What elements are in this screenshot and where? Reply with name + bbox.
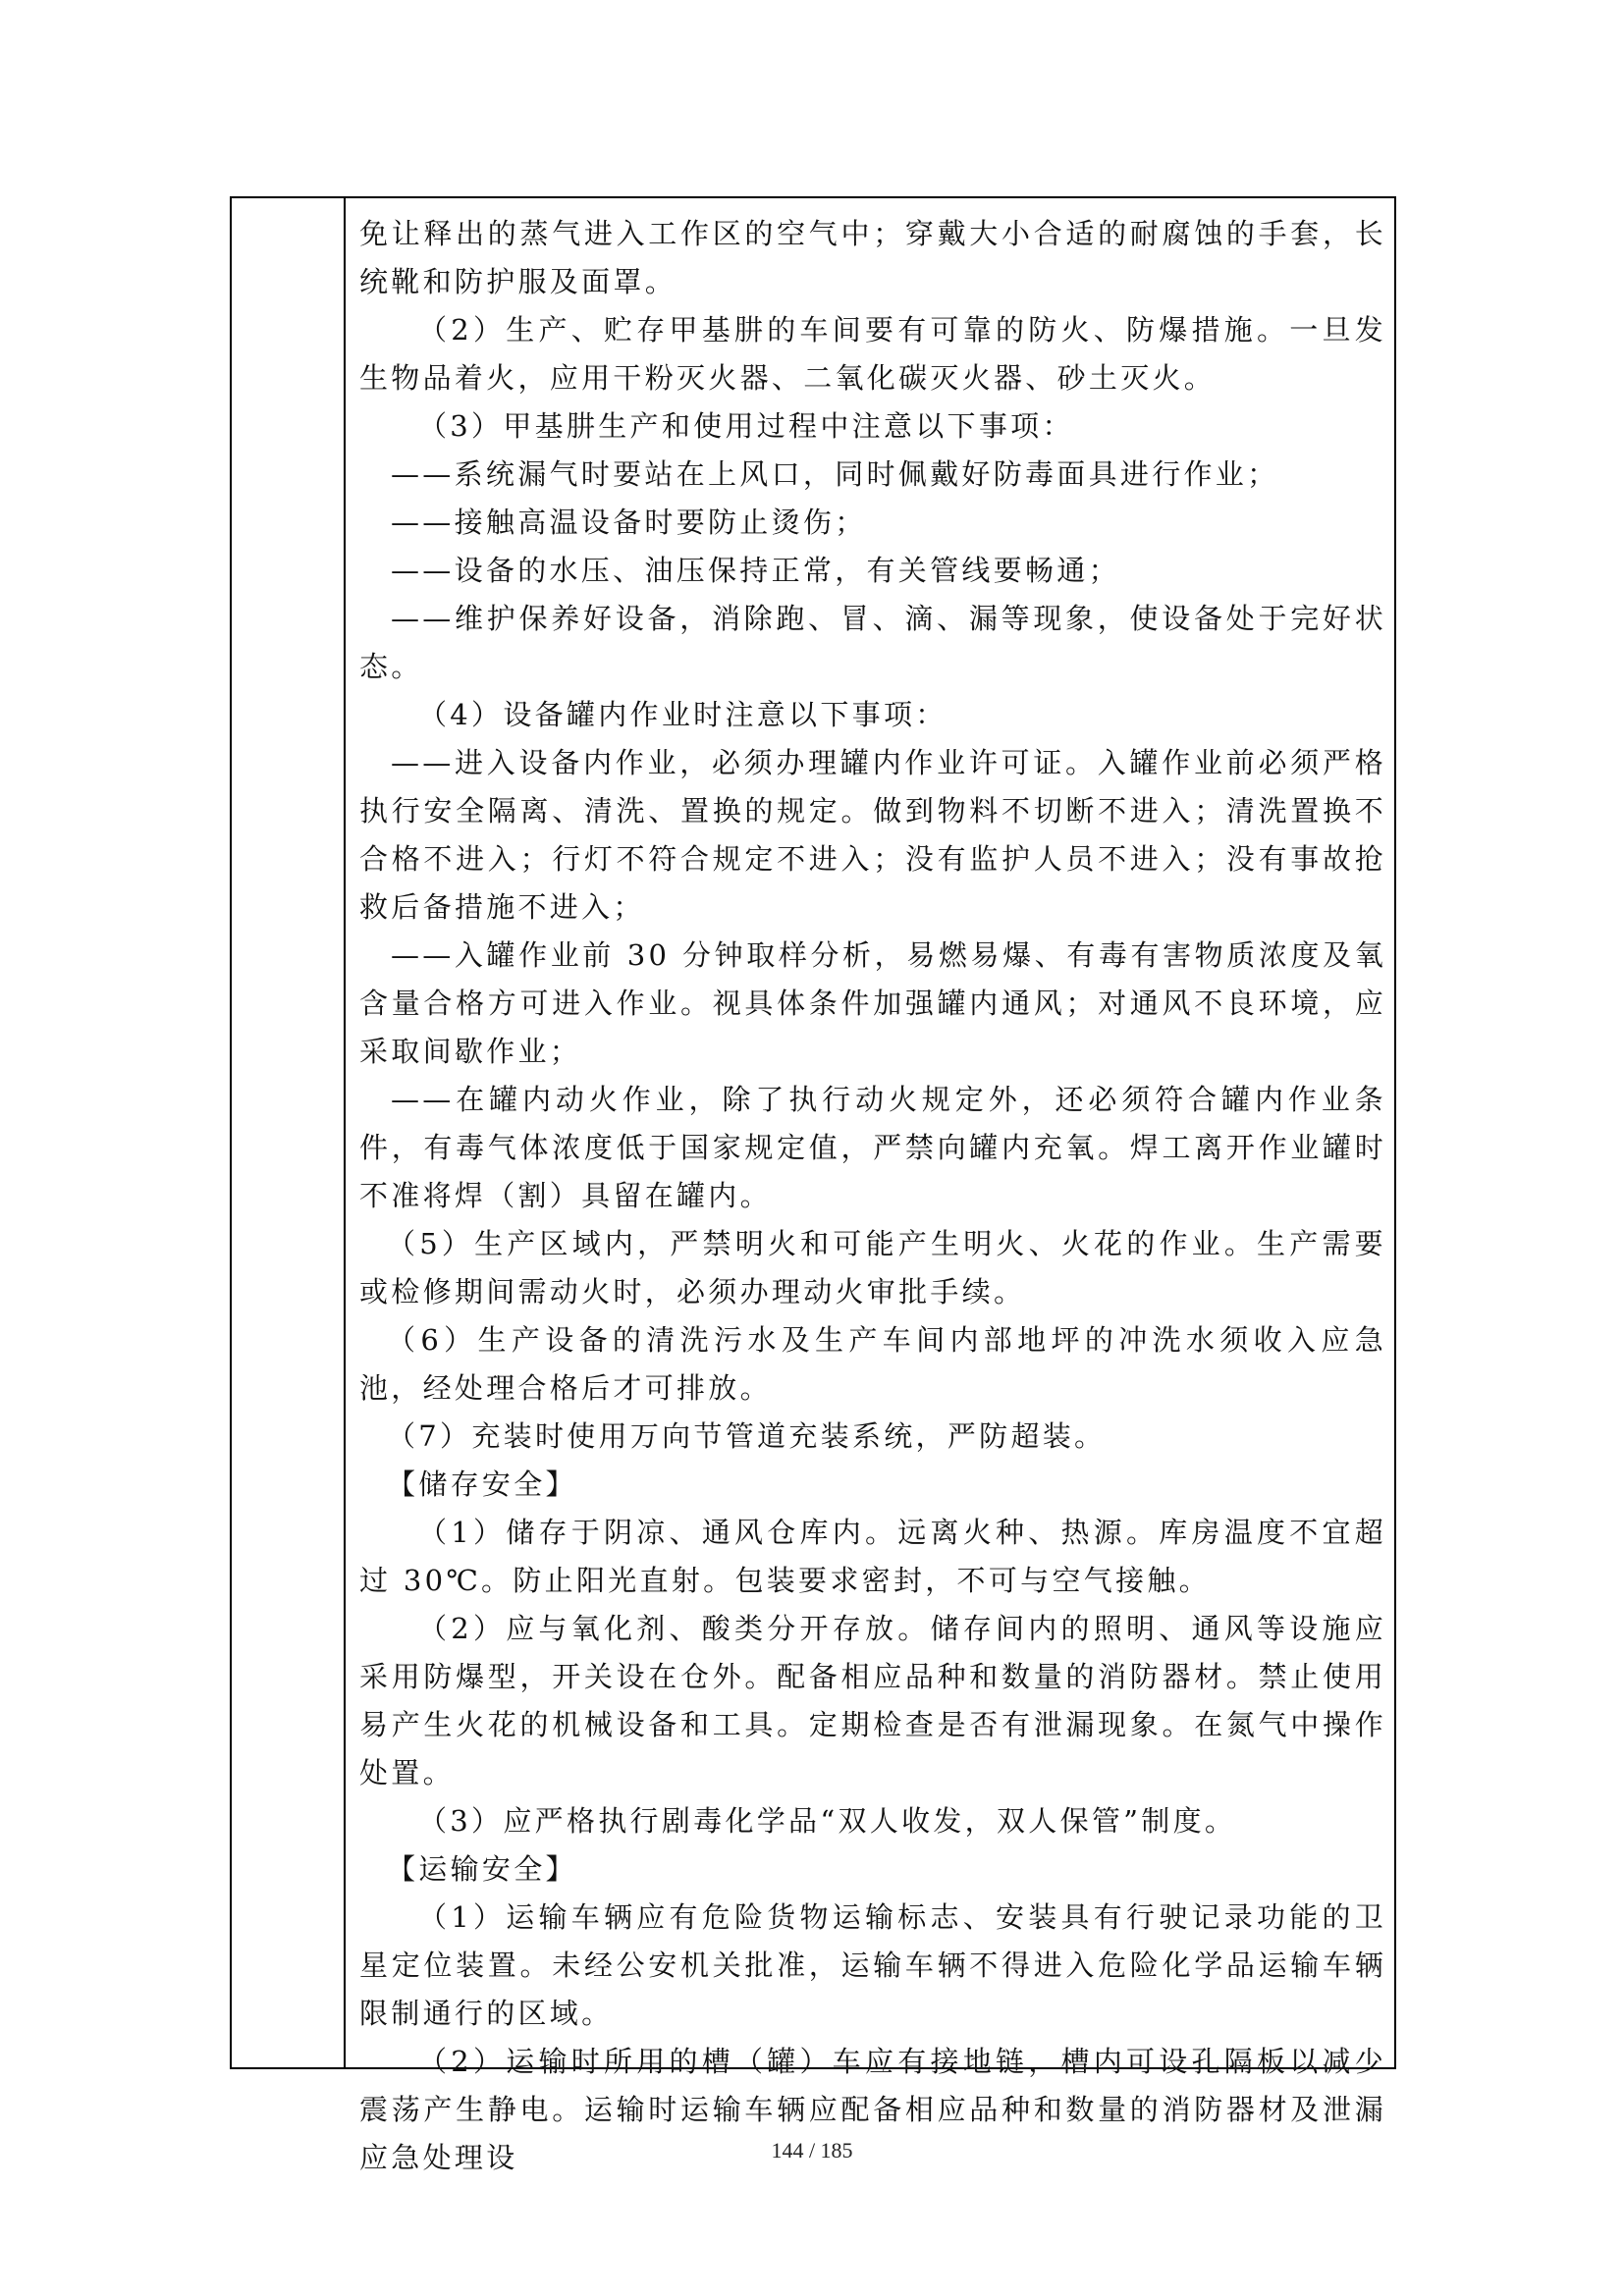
paragraph: 【运输安全】 [387,1852,577,1886]
paragraph: ——在罐内动火作业，除了执行动火规定外，还必须符合罐内作业条件，有毒气体浓度低于国家规定值，严禁向罐内充氧。焊工离开作业罐时不准将焊（割）具留在罐内。 [359,1083,1386,1212]
paragraph: （6）生产设备的清洗污水及生产车间内部地坪的冲洗水须收入应急池，经处理合格后才可排放。 [359,1323,1386,1405]
paragraph: ——系统漏气时要站在上风口，同时佩戴好防毒面具进行作业； [391,457,1279,491]
paragraph: （1）储存于阴凉、通风仓库内。远离火种、热源。库房温度不宜超过 30℃。防止阳光直射。包装要求密封，不可与空气接触。 [359,1516,1386,1597]
paragraph: （3）甲基肼生产和使用过程中注意以下事项： [418,409,1074,443]
paragraph: （1）运输车辆应有危险货物运输标志、安装具有行驶记录功能的卫星定位装置。未经公安机关批准，运输车辆不得进入危险化学品运输车辆限制通行的区域。 [359,1900,1386,2030]
paragraph: 免让释出的蒸气进入工作区的空气中；穿戴大小合适的耐腐蚀的手套，长统靴和防护服及面罩。 [359,217,1386,298]
paragraph: （3）应严格执行剧毒化学品“双人收发，双人保管”制度。 [418,1804,1237,1838]
paragraph: （7）充装时使用万向节管道充装系统，严防超装。 [387,1419,1107,1453]
paragraph: ——接触高温设备时要防止烫伤； [391,506,867,539]
paragraph: ——维护保养好设备，消除跑、冒、滴、漏等现象，使设备处于完好状态。 [359,602,1386,683]
paragraph: ——入罐作业前 30 分钟取样分析，易燃易爆、有毒有害物质浓度及氧含量合格方可进入作业。视具体条件加强罐内通风；对通风不良环境，应采取间歇作业； [359,938,1386,1068]
paragraph: （2）运输时所用的槽（罐）车应有接地链，槽内可设孔隔板以减少震荡产生静电。运输时运输车辆应配备相应品种和数量的消防器材及泄漏应急处理设 [359,2045,1386,2174]
paragraph: （4）设备罐内作业时注意以下事项： [418,698,947,731]
paragraph: （2）应与氧化剂、酸类分开存放。储存间内的照明、通风等设施应采用防爆型，开关设在仓外。配备相应品种和数量的消防器材。禁止使用易产生火花的机械设备和工具。定期检查是否有泄漏现象。在氮气中操作处置。 [359,1612,1386,1789]
paragraph: ——进入设备内作业，必须办理罐内作业许可证。入罐作业前必须严格执行安全隔离、清洗、置换的规定。做到物料不切断不进入；清洗置换不合格不进入；行灯不符合规定不进入；没有监护人员不进入；没有事故抢救后备措施不进入； [359,746,1386,924]
paragraph: 【储存安全】 [387,1468,577,1501]
table-left-cell [232,198,346,2067]
paragraph: （5）生产区域内，严禁明火和可能产生明火、火花的作业。生产需要或检修期间需动火时，必须办理动火审批手续。 [359,1227,1386,1308]
paragraph: ——设备的水压、油压保持正常，有关管线要畅通； [391,554,1120,587]
paragraph: （2）生产、贮存甲基肼的车间要有可靠的防火、防爆措施。一旦发生物品着火，应用干粉灭火器、二氧化碳灭火器、砂土灭火。 [359,313,1386,395]
page-number: 144 / 185 [771,2138,853,2163]
